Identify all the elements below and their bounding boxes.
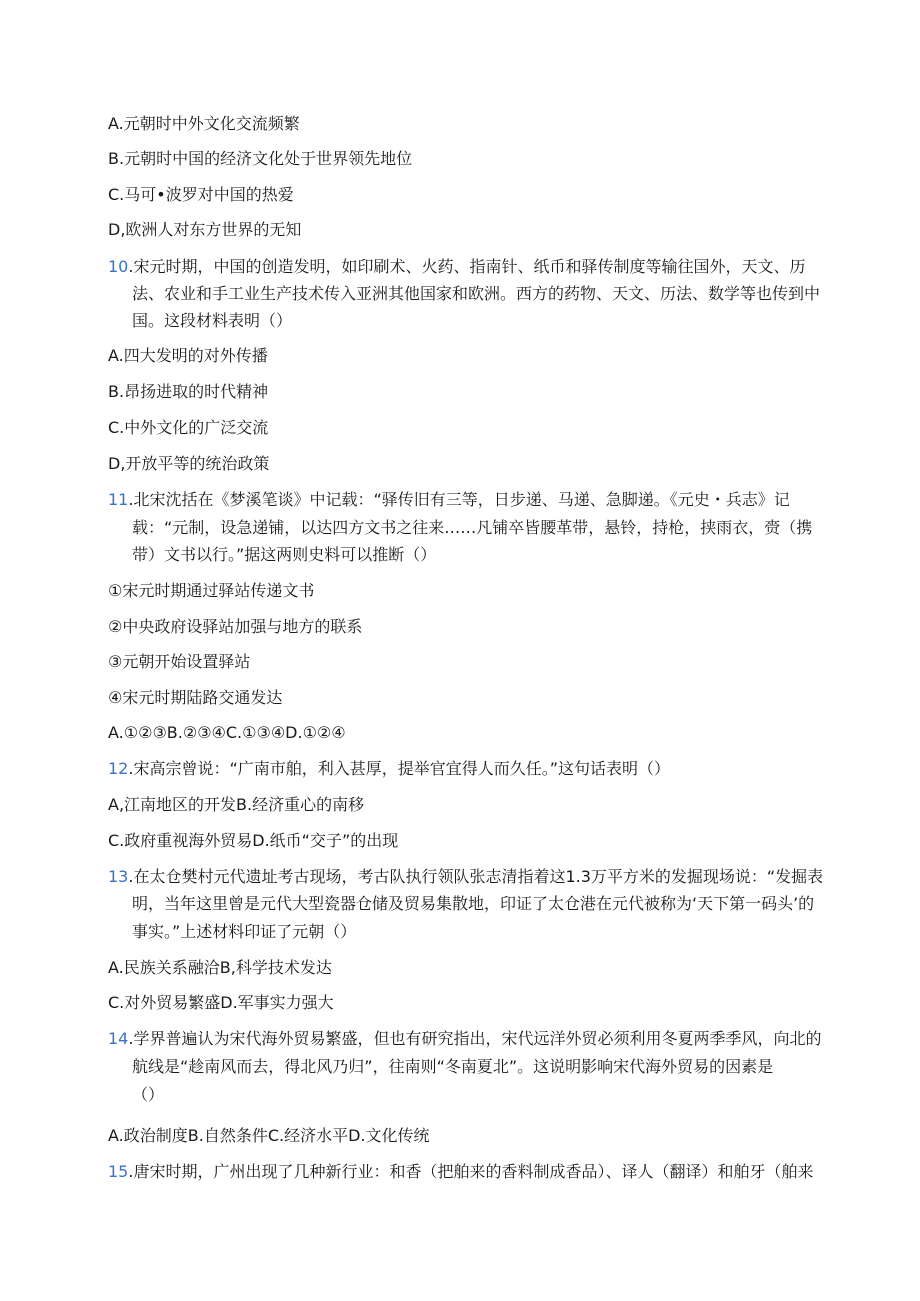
q10-option-c: C.中外文化的广泛交流 (108, 418, 269, 437)
q10-option-b: B.昂扬进取的时代精神 (108, 382, 269, 401)
q15-stem-line1 (108, 1162, 813, 1182)
q11-text-line1: .北宋沈括在《梦溪笔谈》中记载：“驿传旧有三等，日步递、马递、急脚递。《元史・兵志》记 (128, 490, 790, 509)
q10-number: 10 (108, 257, 129, 276)
q9-option-a: A.元朝时中外文化交流频繁 (108, 114, 300, 133)
q11-options: A.①②③B.②③④C.①③④D.①②④ (108, 723, 346, 742)
q12-number: 12 (108, 759, 129, 778)
q13-options-row2: C.对外贸易繁盛D.军事实力强大 (108, 993, 334, 1012)
q9-option-c: C.马可•波罗对中国的热爱 (108, 185, 294, 204)
q14-stem-line3: （） (132, 1085, 165, 1104)
q11-statement-2: ②中央政府设驿站加强与地方的联系 (108, 617, 363, 636)
q11-statement-3: ③元朝开始设置驿站 (108, 652, 251, 671)
q15-number: 15 (108, 1162, 129, 1181)
q13-number: 13 (108, 867, 129, 886)
q13-stem-line1 (108, 867, 823, 887)
q14-stem-line1 (108, 1029, 821, 1049)
q12-stem-line1 (108, 759, 670, 779)
q14-text-line1: .学界普遍认为宋代海外贸易繁盛，但也有研究指出，宋代远洋外贸必须利用冬夏两季季风，向北的 (128, 1029, 822, 1048)
q12-text-line1: .宋高宗曾说：“广南市舶，利入甚厚，提举官宜得人而久任。”这句话表明（） (128, 759, 671, 778)
q14-number: 14 (108, 1029, 129, 1048)
q10-stem-line1 (108, 257, 805, 277)
q9-option-b: B.元朝时中国的经济文化处于世界领先地位 (108, 149, 413, 168)
q11-statement-1: ①宋元时期通过驿站传递文书 (108, 581, 315, 600)
q11-stem-line1 (108, 490, 790, 510)
q10-option-a: A.四大发明的对外传播 (108, 346, 268, 365)
q10-text-line1: .宋元时期，中国的创造发明，如印刷术、火药、指南针、纸币和驿传制度等输往国外，天文、历 (128, 257, 806, 276)
q10-option-d: D,开放平等的统治政策 (108, 454, 270, 473)
q10-stem-line3: 国。这段材料表明（） (132, 311, 293, 330)
q11-stem-line2: 载：“元制，设急递铺，以达四方文书之往来……凡铺卒皆腰革带，悬铃，持枪，挟雨衣，赍（携 (132, 518, 813, 537)
q12-options-row2: C.政府重视海外贸易D.纸币“交子”的出现 (108, 831, 399, 850)
q13-stem-line2: 明，当年这里曾是元代大型瓷器仓储及贸易集散地，印证了太仓港在元代被称为‘天下第一码头’的 (132, 894, 815, 913)
q12-options-row1: A,江南地区的开发B.经济重心的南移 (108, 795, 365, 814)
q13-text-line1: .在太仓樊村元代遗址考古现场，考古队执行领队张志清指着这1.3万平方米的发掘现场说：“发掘表 (128, 867, 824, 886)
q14-options: A.政治制度B.自然条件C.经济水平D.文化传统 (108, 1126, 430, 1145)
q9-option-d: D,欧洲人对东方世界的无知 (108, 220, 302, 239)
q10-stem-line2: 法、农业和手工业生产技术传入亚洲其他国家和欧洲。西方的药物、天文、历法、数学等也传到中 (132, 284, 821, 303)
q11-stem-line3: 带）文书以行。”据这两则史料可以推断（） (132, 545, 437, 564)
q11-number: 11 (108, 490, 129, 509)
q14-stem-line2: 航线是“趁南风而去，得北风乃归”，往南则“冬南夏北”。这说明影响宋代海外贸易的因素是 (132, 1057, 774, 1076)
q13-options-row1: A.民族关系融洽B,科学技术发达 (108, 958, 332, 977)
q15-text-line1: .唐宋时期，广州出现了几种新行业：和香（把舶来的香料制成香品）、译人（翻译）和舶牙（舶来 (128, 1162, 814, 1181)
q13-stem-line3: 事实。”上述材料印证了元朝（） (132, 922, 357, 941)
q11-statement-4: ④宋元时期陆路交通发达 (108, 688, 283, 707)
